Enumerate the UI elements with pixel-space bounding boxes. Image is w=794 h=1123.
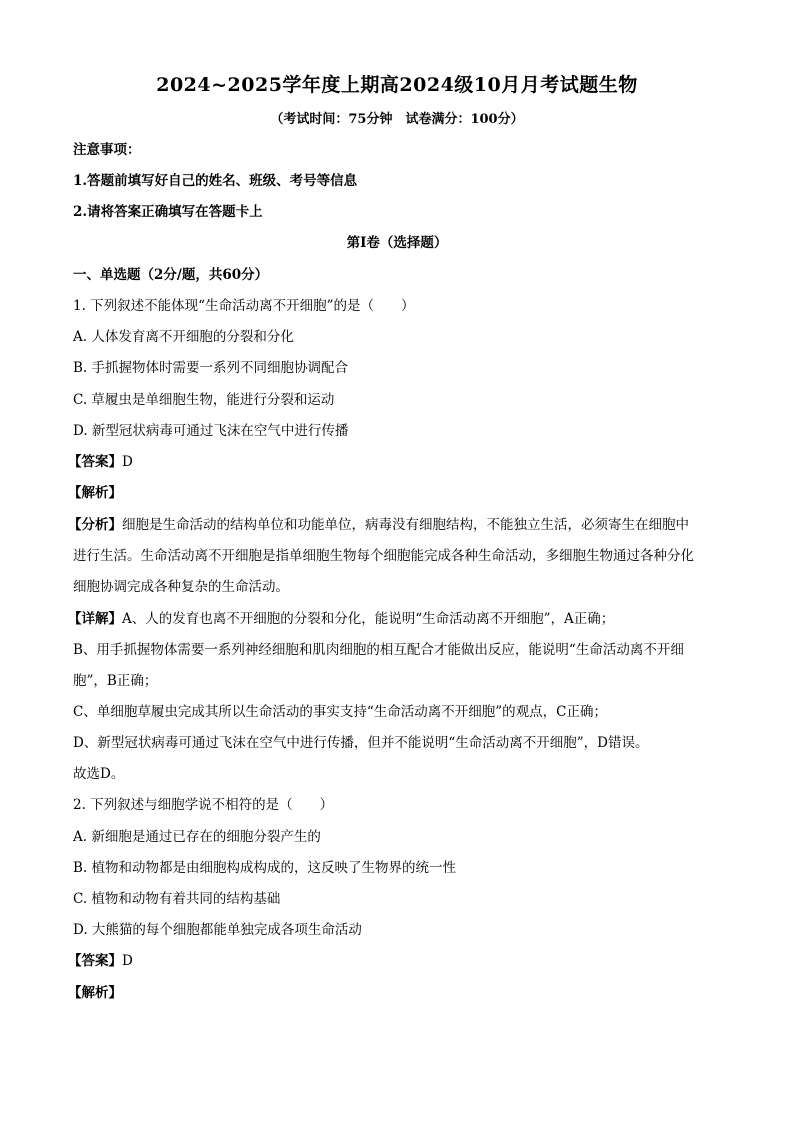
- q1-xiangjie-tag: 【详解】: [68, 611, 122, 627]
- q1-conclusion: 故选D。: [73, 766, 125, 782]
- notes-item-1: 1.答题前填写好自己的姓名、班级、考号等信息: [73, 173, 358, 189]
- q1-xiangjie-line-4: C、单细胞草履虫完成其所以生命活动的事实支持“生命活动离不开细胞”的观点，C正确；: [73, 704, 607, 720]
- q1-option-c: C. 草履虫是单细胞生物，能进行分裂和运动: [73, 392, 335, 408]
- q1-fenxi-line-2: 进行生活。生命活动离不开细胞是指单细胞生物每个细胞能完成各种生命活动，多细胞生物通过各种分化: [73, 548, 694, 564]
- q1-xiangjie-text-1: A、人的发育也离不开细胞的分裂和分化，能说明“生命活动离不开细胞”，A正确；: [122, 611, 615, 627]
- part-heading: 一、单选题（2分/题，共60分）: [73, 267, 269, 283]
- q2-analysis-tag: [68, 984, 718, 1002]
- q1-option-a: A. 人体发育离不开细胞的分裂和分化: [73, 329, 294, 345]
- exam-title: 2024~2025学年度上期高2024级10月月考试题生物: [156, 74, 638, 96]
- notes-heading: 注意事项：: [73, 142, 141, 158]
- q1-stem: 1. 下列叙述不能体现“生命活动离不开细胞”的是（ ）: [73, 298, 415, 314]
- q2-option-a: A. 新细胞是通过已存在的细胞分裂产生的: [73, 829, 321, 845]
- q1-fenxi-text-1: 细胞是生命活动的结构单位和功能单位，病毒没有细胞结构，不能独立生活，必须寄生在细胞中: [122, 517, 689, 533]
- q1-fenxi-line-3: 细胞协调完成各种复杂的生命活动。: [73, 579, 289, 595]
- q2-stem: 2. 下列叙述与细胞学说不相符的是（ ）: [73, 797, 334, 813]
- q2-answer-value: D: [122, 953, 133, 969]
- q1-xiangjie-line-1: [68, 610, 718, 628]
- notes-item-2: 2.请将答案正确填写在答题卡上: [73, 204, 263, 220]
- q1-answer-tag: 【答案】: [68, 454, 122, 470]
- q2-analysis-label: 【解析】: [68, 985, 122, 1001]
- exam-subtitle: （考试时间：75分钟 试卷满分：100分）: [270, 112, 524, 127]
- q1-answer: [68, 453, 718, 471]
- q1-analysis-label: 【解析】: [68, 485, 122, 501]
- q1-option-b: B. 手抓握物体时需要一系列不同细胞协调配合: [73, 360, 349, 376]
- q1-answer-value: D: [122, 454, 133, 470]
- q1-fenxi-tag: 【分析】: [68, 517, 122, 533]
- q2-answer-tag: 【答案】: [68, 953, 122, 969]
- q2-option-b: B. 植物和动物都是由细胞构成构成的，这反映了生物界的统一性: [73, 860, 457, 876]
- q1-xiangjie-line-3: 胞”，B正确；: [73, 673, 158, 689]
- q1-option-d: D. 新型冠状病毒可通过飞沫在空气中进行传播: [73, 423, 349, 439]
- q1-analysis-tag: [68, 484, 718, 502]
- q2-option-c: C. 植物和动物有着共同的结构基础: [73, 891, 281, 907]
- q1-fenxi-line-1: [68, 516, 718, 534]
- q2-answer: [68, 952, 718, 970]
- q1-xiangjie-line-5: D、新型冠状病毒可通过飞沫在空气中进行传播，但并不能说明“生命活动离不开细胞”，D错误。: [73, 735, 649, 751]
- volume-heading: 第I卷（选择题）: [346, 235, 448, 251]
- q2-option-d: D. 大熊猫的每个细胞都能单独完成各项生命活动: [73, 922, 362, 938]
- q1-xiangjie-line-2: B、用手抓握物体需要一系列神经细胞和肌肉细胞的相互配合才能做出反应，能说明“生命活动离不开细: [73, 642, 684, 658]
